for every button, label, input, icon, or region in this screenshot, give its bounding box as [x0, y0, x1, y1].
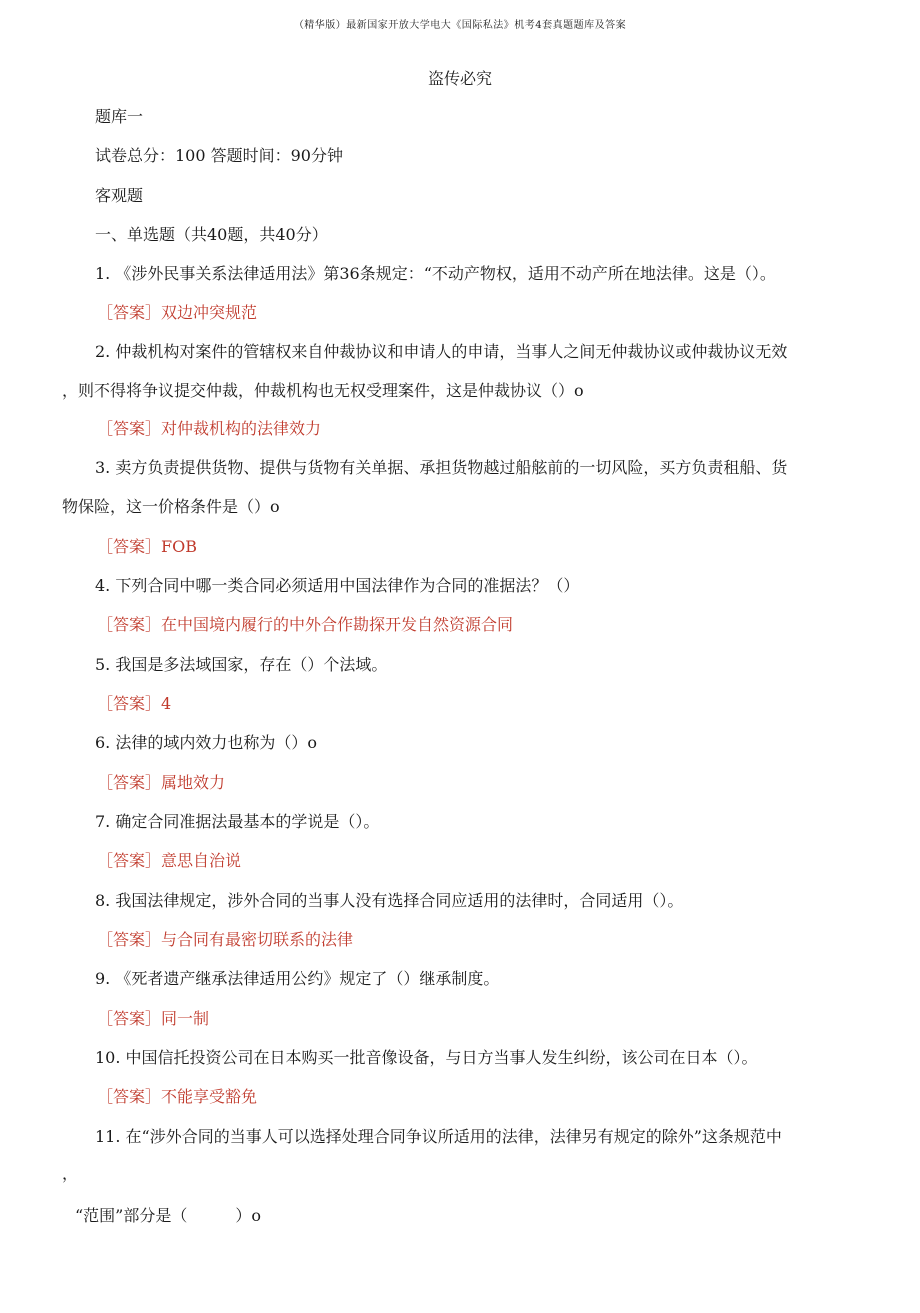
question-11-line-2: ，	[62, 1164, 79, 1183]
answer-8: ［答案］与合同有最密切联系的法律	[97, 930, 354, 949]
answer-4: ［答案］在中国境内履行的中外合作勘探开发自然资源合同	[97, 615, 514, 634]
answer-5: ［答案］4	[97, 694, 172, 713]
exam-meta: 试卷总分：100 答题时间：90分钟	[95, 146, 343, 165]
answer-10: ［答案］不能享受豁免	[97, 1087, 258, 1106]
question-6: 6. 法律的域内效力也称为（）o	[95, 733, 317, 752]
answer-9: ［答案］同一制	[97, 1009, 210, 1028]
document-title: （精华版）最新国家开放大学电大《国际私法》机考4套真题题库及答案	[293, 20, 627, 31]
answer-6: ［答案］属地效力	[97, 773, 226, 792]
question-2-line-1: 2. 仲裁机构对案件的管辖权来自仲裁协议和申请人的申请，当事人之间无仲裁协议或仲裁协议无效	[95, 342, 788, 361]
document-subtitle: 盗传必究	[427, 69, 492, 88]
question-5: 5. 我国是多法域国家，存在（）个法域。	[95, 655, 388, 674]
answer-7: ［答案］意思自治说	[97, 851, 242, 870]
question-9: 9. 《死者遗产继承法律适用公约》规定了（）继承制度。	[95, 969, 500, 988]
question-2-line-2: ，则不得将争议提交仲裁，仲裁机构也无权受理案件，这是仲裁协议（）o	[62, 381, 584, 400]
answer-1: ［答案］双边冲突规范	[97, 303, 258, 322]
question-10: 10. 中国信托投资公司在日本购买一批音像设备，与日方当事人发生纠纷，该公司在日本（）。	[95, 1048, 758, 1067]
question-7: 7. 确定合同准据法最基本的学说是（）。	[95, 812, 380, 831]
question-8: 8. 我国法律规定，涉外合同的当事人没有选择合同应适用的法律时，合同适用（）。	[95, 891, 684, 910]
question-4: 4. 下列合同中哪一类合同必须适用中国法律作为合同的准据法？（）	[95, 576, 580, 595]
part-heading: 一、单选题（共40题，共40分）	[95, 225, 328, 244]
question-11-line-3: “范围”部分是（ ）o	[75, 1206, 261, 1225]
section-heading: 客观题	[95, 186, 144, 205]
question-11-line-1: 11. 在“涉外合同的当事人可以选择处理合同争议所适用的法律，法律另有规定的除外”这条规范中	[95, 1127, 782, 1146]
answer-3: ［答案］FOB	[97, 537, 197, 556]
bank-label: 题库一	[95, 107, 144, 126]
question-3-line-1: 3. 卖方负责提供货物、提供与货物有关单据、承担货物越过船舷前的一切风险，买方负责租船、货	[95, 458, 788, 477]
answer-2: ［答案］对仲裁机构的法律效力	[97, 419, 322, 438]
question-3-line-2: 物保险，这一价格条件是（）o	[62, 497, 280, 516]
question-1: 1. 《涉外民事关系法律适用法》第36条规定：“不动产物权，适用不动产所在地法律。这是（）。	[95, 264, 776, 283]
